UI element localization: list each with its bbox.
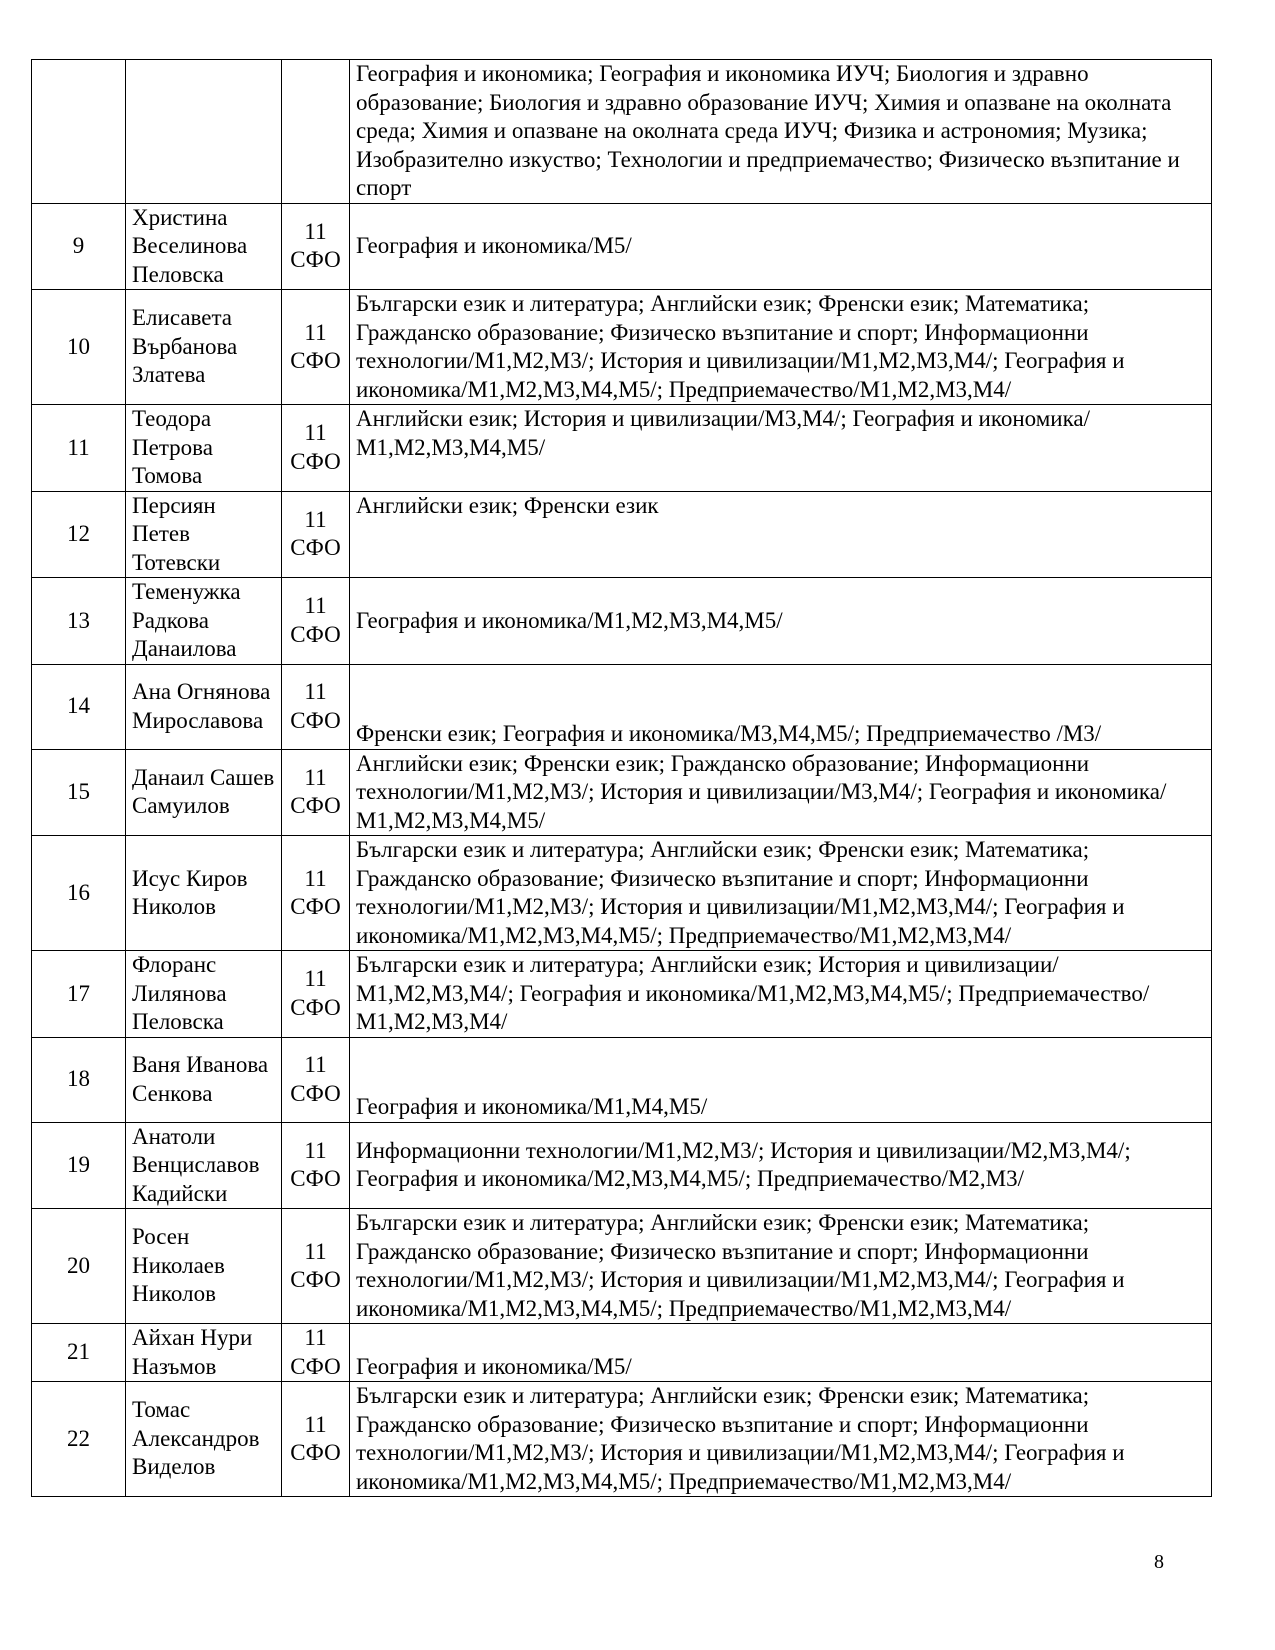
subjects-cell: Български език и литература; Английски език; Френски език; Математика; Гражданско образование; Физическо възпитание и спорт; Информационни технологии/М1,М2,М3/; История и цивилизации/М1,М2,М3,М4/; География и икономика/М1,М2,М3,М4,М5/; Предприемачество/М1,М2,М3,М4/ xyxy=(350,1209,1212,1324)
row-number: 16 xyxy=(32,836,126,951)
table-row xyxy=(32,1037,1212,1122)
subjects-cell: Английски език; Френски език xyxy=(350,491,1212,578)
table-row xyxy=(32,1122,1212,1209)
class-form: СФО xyxy=(290,994,341,1020)
class-cell xyxy=(282,1324,350,1382)
class-cell xyxy=(282,290,350,405)
subjects-cell: Български език и литература; Английски език; Френски език; Математика; Гражданско образование; Физическо възпитание и спорт; Информационни технологии/М1,М2,М3/; История и цивилизации/М1,М2,М3,М4/; География и икономика/М1,М2,М3,М4,М5/; Предприемачество/М1,М2,М3,М4/ xyxy=(350,1382,1212,1497)
row-number: 11 xyxy=(32,405,126,492)
class-grade: 11 xyxy=(304,319,327,345)
class-form: СФО xyxy=(290,247,341,273)
class-cell xyxy=(282,1037,350,1122)
class-grade: 11 xyxy=(304,1137,327,1163)
class-cell xyxy=(282,1382,350,1497)
subjects-cell: Френски език; География и икономика/М3,М4,М5/; Предприемачество /М3/ xyxy=(350,664,1212,749)
subjects-cell: Английски език; Френски език; Гражданско образование; Информационни технологии/М1,М2,М3/; История и цивилизации/М3,М4/; География и икономика/М1,М2,М3,М4,М5/ xyxy=(350,749,1212,836)
row-number: 9 xyxy=(32,203,126,290)
class-cell xyxy=(282,491,350,578)
subjects-cell: География и икономика/М5/ xyxy=(350,203,1212,290)
table-row xyxy=(32,578,1212,665)
class-grade: 11 xyxy=(304,218,327,244)
student-name: Данаил Сашев Самуилов xyxy=(126,749,282,836)
class-form: СФО xyxy=(290,894,341,919)
row-number: 12 xyxy=(32,491,126,578)
subjects-cell: География и икономика; География и икономика ИУЧ; Биология и здравно образование; Биология и здравно образование ИУЧ; Химия и опазване на околната среда; Химия и опазване на околната среда ИУЧ; Физика и астрономия; Музика; Изобразително изкуство; Технологии и предприемачество; Физическо възпитание и спорт xyxy=(350,60,1212,204)
subjects-cell: Английски език; История и цивилизации/М3,М4/; География и икономика/М1,М2,М3,М4,М5/ xyxy=(350,405,1212,492)
row-number: 22 xyxy=(32,1382,126,1497)
student-name xyxy=(126,60,282,204)
class-grade: 11 xyxy=(304,1238,327,1264)
student-name: Флоранс Лилянова Пеловска xyxy=(126,951,282,1038)
table-row xyxy=(32,951,1212,1038)
class-cell xyxy=(282,1122,350,1209)
student-name: Ана Огнянова Мирославова xyxy=(126,664,282,749)
student-name: Ваня Иванова Сенкова xyxy=(126,1037,282,1122)
row-number: 20 xyxy=(32,1209,126,1324)
subjects-cell: Български език и литература; Английски език; Френски език; Математика; Гражданско образование; Физическо възпитание и спорт; Информационни технологии/М1,М2,М3/; История и цивилизации/М1,М2,М3,М4/; География и икономика/М1,М2,М3,М4,М5/; Предприемачество/М1,М2,М3,М4/ xyxy=(350,290,1212,405)
class-form: СФО xyxy=(290,535,341,561)
class-grade: 11 xyxy=(304,1411,327,1437)
class-form: СФО xyxy=(290,348,341,373)
class-cell xyxy=(282,951,350,1038)
student-name: Елисавета Върбанова Златева xyxy=(126,290,282,405)
subjects-cell: Информационни технологии/М1,М2,М3/; История и цивилизации/М2,М3,М4/; География и икономика/М2,М3,М4,М5/; Предприемачество/М2,М3/ xyxy=(350,1122,1212,1209)
table-row xyxy=(32,1324,1212,1382)
class-form: СФО xyxy=(290,1267,341,1292)
class-form: СФО xyxy=(290,1440,341,1465)
subjects-cell: География и икономика/М1,М4,М5/ xyxy=(350,1037,1212,1122)
class-form: СФО xyxy=(290,1166,341,1192)
class-grade: 11 xyxy=(304,679,327,704)
student-name: Исус Киров Николов xyxy=(126,836,282,951)
table-row xyxy=(32,749,1212,836)
class-form: СФО xyxy=(290,707,341,733)
student-name: Теодора Петрова Томова xyxy=(126,405,282,492)
class-grade: 11 xyxy=(304,1325,327,1350)
row-number: 10 xyxy=(32,290,126,405)
row-number: 18 xyxy=(32,1037,126,1122)
class-cell xyxy=(282,578,350,665)
student-name: Христина Веселинова Пеловска xyxy=(126,203,282,290)
class-cell xyxy=(282,60,350,204)
row-number: 14 xyxy=(32,664,126,749)
students-table xyxy=(31,59,1212,1497)
class-grade: 11 xyxy=(304,865,327,891)
table-row xyxy=(32,60,1212,204)
class-cell xyxy=(282,1209,350,1324)
class-grade: 11 xyxy=(304,764,327,790)
row-number: 17 xyxy=(32,951,126,1038)
class-form: СФО xyxy=(290,1080,341,1106)
class-form: СФО xyxy=(290,621,341,647)
student-name: Томас Александров Виделов xyxy=(126,1382,282,1497)
class-grade: 11 xyxy=(304,1052,327,1077)
row-number: 15 xyxy=(32,749,126,836)
page-number: 8 xyxy=(1154,1551,1164,1573)
class-grade: 11 xyxy=(304,506,327,532)
row-number: 13 xyxy=(32,578,126,665)
class-grade: 11 xyxy=(304,593,327,619)
student-name: Теменужка Радкова Данаилова xyxy=(126,578,282,665)
class-form: СФО xyxy=(290,793,341,819)
table-row xyxy=(32,1382,1212,1497)
class-form: СФО xyxy=(290,1353,341,1379)
table-row xyxy=(32,203,1212,290)
row-number: 21 xyxy=(32,1324,126,1382)
student-name: Персиян Петев Тотевски xyxy=(126,491,282,578)
table-row xyxy=(32,290,1212,405)
student-name: Росен Николаев Николов xyxy=(126,1209,282,1324)
student-name: Айхан Нури Назъмов xyxy=(126,1324,282,1382)
class-cell xyxy=(282,405,350,492)
class-grade: 11 xyxy=(304,966,327,992)
table-row xyxy=(32,1209,1212,1324)
class-cell xyxy=(282,203,350,290)
table-row xyxy=(32,491,1212,578)
class-form: СФО xyxy=(290,448,341,474)
table-row xyxy=(32,664,1212,749)
table-row xyxy=(32,405,1212,492)
subjects-cell: География и икономика/М1,М2,М3,М4,М5/ xyxy=(350,578,1212,665)
subjects-cell: География и икономика/М5/ xyxy=(350,1324,1212,1382)
student-name: Анатоли Венциславов Кадийски xyxy=(126,1122,282,1209)
table-row xyxy=(32,836,1212,951)
row-number xyxy=(32,60,126,204)
class-cell xyxy=(282,664,350,749)
class-grade: 11 xyxy=(304,420,327,446)
row-number: 19 xyxy=(32,1122,126,1209)
subjects-cell: Български език и литература; Английски език; Френски език; Математика; Гражданско образование; Физическо възпитание и спорт; Информационни технологии/М1,М2,М3/; История и цивилизации/М1,М2,М3,М4/; География и икономика/М1,М2,М3,М4,М5/; Предприемачество/М1,М2,М3,М4/ xyxy=(350,836,1212,951)
subjects-cell: Български език и литература; Английски език; История и цивилизации/М1,М2,М3,М4/; География и икономика/М1,М2,М3,М4,М5/; Предприемачество/М1,М2,М3,М4/ xyxy=(350,951,1212,1038)
class-cell xyxy=(282,749,350,836)
class-cell xyxy=(282,836,350,951)
